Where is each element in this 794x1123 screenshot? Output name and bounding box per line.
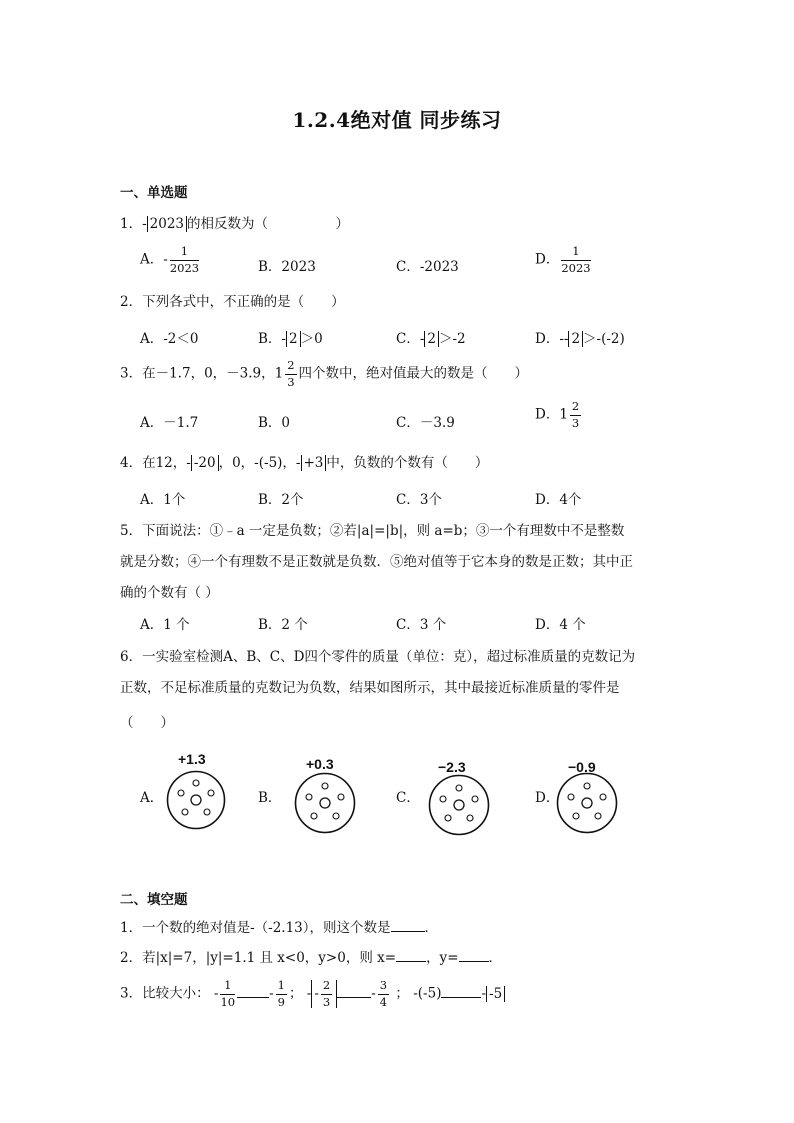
option-text: -2＜0	[163, 331, 199, 347]
option-label: B．	[258, 331, 282, 347]
question-6-line-3: （ ）	[120, 715, 174, 731]
question-text: 一个数的绝对值是-（-2.13），则这个数是	[142, 920, 391, 936]
fraction: $\frac{1}{2023}$	[561, 244, 591, 275]
option-text: 4个	[559, 492, 582, 508]
minus-sign: -	[163, 251, 168, 268]
fraction: $\frac{2}{3}$	[571, 399, 580, 430]
option-label: B．	[258, 617, 282, 633]
option-d[interactable]: D．	[535, 790, 560, 806]
option-label: C．	[396, 617, 420, 633]
question-text: 下面说法：①﹣a 一定是负数；②若|a|=|b|，则 a=b；③一个有理数中不是整数	[142, 523, 625, 539]
question-2-stem	[120, 290, 345, 310]
question-number: 3．	[120, 365, 143, 382]
option-b[interactable]: B．- 2 ＞0	[258, 331, 323, 347]
option-b[interactable]	[258, 411, 290, 431]
part-b-value: +0.3	[306, 756, 334, 772]
option-label: D．	[535, 617, 560, 633]
part-c-value: −2.3	[438, 759, 466, 775]
question-number: 2．	[120, 950, 143, 966]
option-label: B．	[258, 415, 282, 431]
option-label: C．	[396, 415, 420, 431]
question-5-line-3: 确的个数有（ ）	[120, 585, 219, 601]
option-text: 2023	[281, 259, 316, 275]
fraction: $\frac{2}{3}$	[287, 358, 295, 389]
option-label: A．	[140, 331, 164, 347]
part-c-diagram	[428, 774, 490, 836]
absolute-value-expression: 2	[286, 331, 301, 347]
option-b[interactable]	[258, 488, 304, 508]
option-a[interactable]	[140, 327, 199, 347]
absolute-value-expression: -5	[486, 986, 505, 1002]
question-4-stem: 4．在12，- -20 ，0，-(-5)，- +3 中，负数的个数有（ ）	[120, 455, 489, 471]
question-text: 在－1.7，0，－3.9，1	[142, 365, 284, 382]
option-label: B．	[258, 259, 282, 275]
option-text: 0	[281, 415, 291, 431]
option-label: D．	[535, 492, 560, 508]
question-number: 1．	[120, 920, 143, 936]
option-a[interactable]: A．	[140, 790, 164, 806]
option-text: －3.9	[419, 415, 455, 431]
absolute-value-expression: 2	[568, 331, 583, 347]
option-label: C．	[396, 331, 420, 347]
part-a-value: +1.3	[178, 751, 206, 767]
question-number: 6．	[120, 649, 143, 665]
option-text: 3个	[419, 492, 442, 508]
absolute-value-expression: 2	[424, 331, 439, 347]
option-d[interactable]: D．-- 2 ＞-(-2)	[535, 331, 625, 347]
compare-blank-2[interactable]	[337, 997, 371, 998]
minus-sign: -	[142, 216, 147, 232]
option-b[interactable]	[258, 255, 316, 275]
option-c[interactable]	[396, 488, 442, 508]
answer-blank[interactable]	[391, 931, 425, 932]
option-label: C．	[396, 492, 420, 508]
option-a[interactable]	[140, 411, 198, 431]
question-text: 比较大小：	[142, 985, 210, 1002]
fraction: $\frac{1}{10}$	[220, 978, 236, 1009]
option-a[interactable]	[140, 246, 201, 274]
option-label: A．	[140, 251, 164, 268]
option-a[interactable]	[140, 488, 185, 508]
option-c[interactable]	[396, 255, 459, 275]
option-b[interactable]	[258, 613, 308, 633]
option-text: 1 个	[163, 617, 190, 633]
question-number: 2．	[120, 294, 143, 310]
option-label: D．	[535, 251, 560, 268]
option-label: C．	[396, 259, 420, 275]
question-number: 4．	[120, 455, 143, 471]
option-d[interactable]	[535, 488, 581, 508]
option-text: －1.7	[163, 415, 199, 431]
option-text: 2 个	[281, 617, 308, 633]
question-6-line-1	[120, 645, 635, 665]
option-label: D．	[535, 331, 560, 347]
question-text: 下列各式中，不正确的是（ ）	[142, 294, 345, 310]
fraction: $\frac{1}{2023}$	[169, 244, 200, 275]
option-d[interactable]	[535, 613, 586, 633]
option-c[interactable]: C．	[396, 790, 420, 806]
option-a[interactable]	[140, 613, 190, 633]
question-text: 的相反数为（ ）	[187, 216, 350, 232]
option-text: 2个	[281, 492, 304, 508]
absolute-value-expression: +3	[301, 455, 327, 471]
question-5-line-1	[120, 519, 624, 539]
question-text: 四个数中，绝对值最大的数是（ ）	[298, 365, 529, 382]
option-c[interactable]	[396, 613, 446, 633]
fraction: $\frac{3}{4}$	[379, 978, 388, 1009]
question-number: 3．	[120, 985, 143, 1002]
absolute-value-expression: - $\frac{2}{3}$	[311, 980, 337, 1008]
compare-blank-3[interactable]	[441, 997, 481, 998]
part-a-diagram	[166, 770, 226, 830]
option-d[interactable]: D．1 $\frac{2}{3}$	[535, 399, 580, 430]
question-1-stem	[120, 212, 349, 232]
absolute-value-expression: -20	[191, 455, 219, 471]
fill-question-1: 1．一个数的绝对值是-（-2.13），则这个数是 ．	[120, 920, 439, 936]
fill-question-2: 2．若|x|=7，|y|=1.1 且 x<0，y>0，则 x= ，y= ．	[120, 950, 503, 966]
option-label: A．	[140, 492, 164, 508]
option-text: 4 个	[559, 617, 586, 633]
option-c[interactable]: C．- 2 ＞-2	[396, 331, 466, 347]
fraction: $\frac{1}{9}$	[277, 978, 285, 1009]
option-label: A．	[140, 617, 164, 633]
question-6-line-2: 正数，不足标准质量的克数记为负数，结果如图所示，其中最接近标准质量的零件是	[120, 680, 620, 696]
option-c[interactable]	[396, 411, 455, 431]
option-d[interactable]	[535, 246, 593, 274]
section-heading-fill-in: 二、填空题	[120, 892, 188, 908]
question-number: 1．	[120, 216, 143, 232]
fill-question-3: 3．比较大小： - $\frac{1}{10}$ - $\frac{1}{9}$ ； - - $\frac{2}{3}$ - $\frac{3}{4}$ ； -(-5) - -5	[120, 980, 505, 1008]
absolute-value-expression: 2023	[147, 216, 187, 232]
option-text: -2023	[419, 259, 459, 275]
option-label: B．	[258, 492, 282, 508]
option-text: 1个	[163, 492, 186, 508]
option-b[interactable]: B．	[258, 790, 282, 806]
option-text: 3 个	[419, 617, 447, 633]
question-3-stem	[120, 360, 528, 388]
question-text: 若|x|=7，|y|=1.1 且 x<0，y>0，则 x=	[142, 950, 397, 966]
page-title: 1.2.4绝对值 同步练习	[292, 108, 502, 132]
question-number: 5．	[120, 523, 143, 539]
option-label: D．	[535, 406, 560, 423]
question-text: 一实验室检测A、B、C、D四个零件的质量（单位：克），超过标准质量的克数记为	[142, 649, 636, 665]
part-d-value: −0.9	[568, 759, 596, 775]
compare-blank-1[interactable]	[237, 997, 269, 998]
part-d-diagram	[556, 772, 618, 834]
part-b-diagram	[294, 772, 356, 834]
answer-blank-y[interactable]	[459, 961, 489, 962]
answer-blank-x[interactable]	[396, 961, 426, 962]
question-5-line-2: 就是分数；④一个有理数不是正数就是负数．⑤绝对值等于它本身的数是正数；其中正	[120, 554, 633, 570]
section-heading-single-choice: 一、单选题	[120, 185, 188, 201]
option-label: A．	[140, 415, 164, 431]
